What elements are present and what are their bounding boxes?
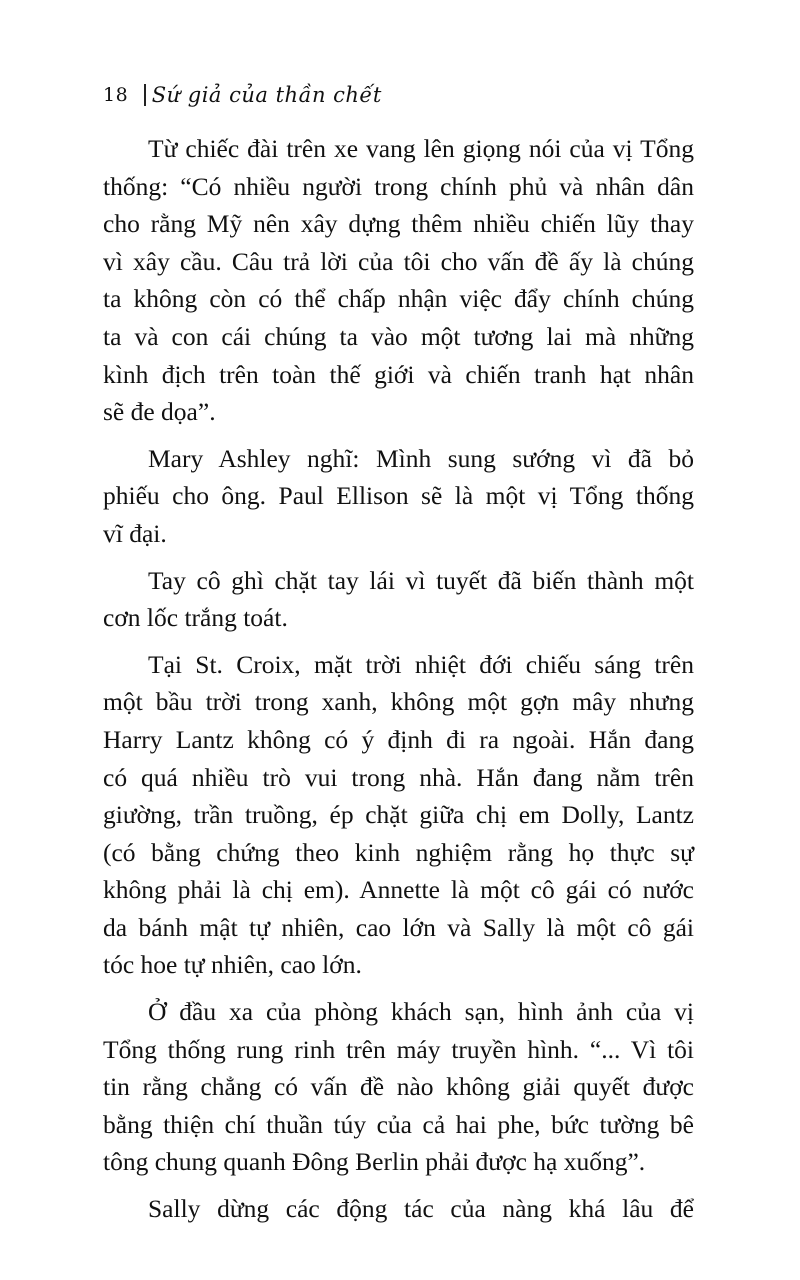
paragraph xyxy=(103,646,694,984)
text-line: một bầu trời trong xanh, không một gợn mây nhưng xyxy=(103,687,694,717)
paragraph-gap xyxy=(103,637,694,646)
text-line: tông chung quanh Đông Berlin phải được hạ xuống”. xyxy=(103,1147,646,1177)
paragraph xyxy=(103,440,694,553)
paragraph xyxy=(103,562,694,637)
text-line: Tay cô ghì chặt tay lái vì tuyết đã biến thành một xyxy=(148,565,694,595)
book-title: Sứ giả của thần chết xyxy=(151,83,382,107)
body-text xyxy=(103,130,694,1228)
header-divider xyxy=(144,84,146,106)
paragraph xyxy=(103,1190,694,1228)
text-line: ta và con cái chúng ta vào một tương lai mà những xyxy=(103,321,694,351)
text-line: Tổng thống rung rinh trên máy truyền hình. “... Vì tôi xyxy=(103,1034,694,1064)
text-line: Sally dừng các động tác của nàng khá lâu để xyxy=(148,1194,694,1224)
text-line: da bánh mật tự nhiên, cao lớn và Sally là một cô gái xyxy=(103,912,694,942)
text-line: sẽ đe dọa”. xyxy=(103,397,216,427)
paragraph xyxy=(103,130,694,431)
text-line: không phải là chị em). Annette là một cô gái có nước xyxy=(103,875,694,905)
text-line: Ở đầu xa của phòng khách sạn, hình ảnh của vị xyxy=(148,997,694,1027)
text-line: kình địch trên toàn thế giới và chiến tranh hạt nhân xyxy=(103,359,694,389)
text-line: giường, trần truồng, ép chặt giữa chị em Dolly, Lantz xyxy=(103,800,694,830)
text-line: tin rằng chẳng có vấn đề nào không giải quyết được xyxy=(103,1072,694,1102)
text-line: vì xây cầu. Câu trả lời của tôi cho vấn đề ấy là chúng xyxy=(103,246,694,276)
text-line: cơn lốc trắng toát. xyxy=(103,603,288,633)
paragraph-gap xyxy=(103,431,694,440)
text-line: có quá nhiều trò vui trong nhà. Hắn đang nằm trên xyxy=(103,762,694,792)
text-line: cho rằng Mỹ nên xây dựng thêm nhiều chiến lũy thay xyxy=(103,209,694,239)
text-line: Từ chiếc đài trên xe vang lên giọng nói của vị Tổng xyxy=(148,134,694,163)
text-line: (có bằng chứng theo kinh nghiệm rằng họ thực sự xyxy=(103,837,694,867)
text-line: thống: “Có nhiều người trong chính phủ và nhân dân xyxy=(103,171,694,201)
text-line: Mary Ashley nghĩ: Mình sung sướng vì đã bỏ xyxy=(148,443,694,473)
text-line: tóc hoe tự nhiên, cao lớn. xyxy=(103,950,362,980)
text-line: ta không còn có thể chấp nhận việc đẩy chính chúng xyxy=(103,284,694,314)
text-line: phiếu cho ông. Paul Ellison sẽ là một vị Tổng thống xyxy=(103,481,694,511)
text-line: vĩ đại. xyxy=(103,518,167,548)
paragraph-gap xyxy=(103,553,694,562)
text-line: bằng thiện chí thuần túy của cả hai phe, bức tường bê xyxy=(103,1109,694,1139)
paragraph-gap xyxy=(103,984,694,993)
running-header xyxy=(103,78,382,112)
text-line: Tại St. Croix, mặt trời nhiệt đới chiếu sáng trên xyxy=(148,649,694,679)
paragraph-gap xyxy=(103,1181,694,1190)
paragraph xyxy=(103,993,694,1181)
page-number: 18 xyxy=(103,84,129,106)
text-line: Harry Lantz không có ý định đi ra ngoài. Hắn đang xyxy=(103,724,694,754)
